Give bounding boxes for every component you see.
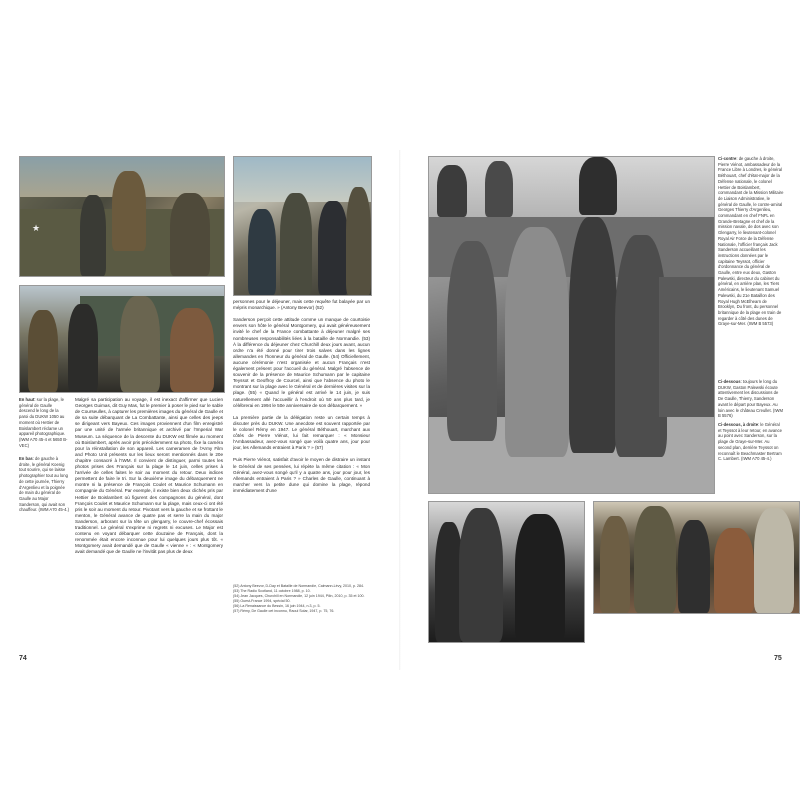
page-gutter: [399, 150, 401, 670]
white-star-icon: ★: [32, 223, 41, 233]
page-number-right: 75: [774, 655, 782, 662]
footnote: (57) Rémy, De Gaulle cet inconnu, Raoul Solar, 1947, p. 75, 76.: [233, 609, 335, 613]
footnote: (54) Jean Jacques, Churchill en Normandie, 12 juin 1944, Pilin, 2010, p. 35 et 100.: [233, 594, 365, 598]
footnote: (53) The Radio Scotland, 11 octobre 1988, p. 10.: [233, 589, 311, 593]
photo-de-gaulle-beach: [428, 156, 715, 494]
caption-bottom: En bas: de gauche à droite, le général Koenig tout sourire, qui se laisse photographier tout au long de cette journée, Thierry d'Argenlieu et la poignée de main du général de Gaulle au Major Sanderson, qui avait son chauffeur. (IWM A70 45-4.): [19, 456, 69, 513]
photo-officers-group: [233, 156, 372, 296]
caption-ci-contre: Ci-contre: de gauche à droite, Pierre Viénot, ambassadeur de la France Libre à Londres, le général Béthouart, chef d'état-major de la Défense nationale, le colonel Hettier de Boislambert, commandant de la Mission Militaire de Liaison Administrative, le général de Gaulle, le contre-amiral Georges Thierry d'Argenlieu, commandant en chef FNFL en Grande-Bretagne et chef de la mission navale, de dos avec son Glengarry, le lieutenant-colonel Royal Air Force de la Défense Nationale, l'officier français Jack Sanderson accueillant les instructions données par le capitaine Teyssot, officier d'ordonnance du général de Gaulle, entre eux deux, Gaston Palewski, directeur du cabinet du général, en arrière plan, les Tiers Américains, le lieutenant Samuel Palewski, du 21e Bataillon des Royal Hugh McElhearn de Brooklyn, Du front, du personnel britannique de la plage en train de regarder à côté des dunes de Graye-sur-Mer. (IWM B 5573): [718, 156, 784, 327]
caption-ci-dessous-droite: Ci-dessous, à droite: le Général et Teyssot à leur retour, en avance au point avec Sanderson, sur la plage de Graye-sur-Mer. Au second plan, derrière Teyssot on reconnaît le Beachmaster Bertram C. Lambert. (IWM A70 45-4.): [718, 422, 782, 462]
photo-dukw-descent: [19, 156, 225, 277]
footnote: (52) Antony Beevor, D-Day et Bataille de Normandie, Calmann-Lévy, 2010, p. 284.: [233, 584, 364, 588]
page-number-left: 74: [19, 655, 27, 662]
photo-palewski-dukw: [428, 501, 585, 643]
caption-ci-dessous: Ci-dessous: toujours le long du DUKW, Gaston Palewski écoute attentivement les discussions de De Gaulle, Thierry, Sanderson avant le départ pour Bayeux. Au loin avec le château Creullet. (IWM B 5576): [718, 379, 783, 419]
body-column-2: personnes pour le déjeuner, mais cette requête fut balayée par un mépris monarchique. » (Antony Beevor) (52) Sanderson perçoit cette attitude comme un manque de courtoisie envers son hôte le général Montgomery, qui avait généreusement invité le chef de la France combattante à déjeuner malgré ses nombreuses responsabilités liées à la bataille de Normandie. (53) À la différence du déjeuner chez Churchill deux jours avant, aucun ordre n'a été donné pour tirer trois salves dans les lignes allemandes en l'honneur du général de Gaulle. (54) Officiellement, aucune cérémonie n'est organisée et aucun Français n'est également présent pour l'accueil du général. Malgré l'absence de souvenir de la présence de Maurice Schumann par le capitaine Teyssot et Geoffroy de Courcel, ainsi que l'absence du photo le montrant sur la plage avec le Général et de dernières visites sur la plage. (55) « Quand le général est arrivé le 14 juin, je suis naturellement allé l'accueillir à l'endroit où 50 ans plus tard, je célébrerai en 1994 le 50e anniversaire de son débarquement. » La première partie de la délégation reste un certain temps à discuter près du DUKW. Une anecdote est souvent rapportée par le colonel Rémy en 1947. Le général Béthouart, marchant aux côtés de Pierre Viénot, lui fait remarquer : « Monsieur l'Ambassadeur, avez-vous songé que voilà quatre ans, jour pour jour, les Allemands entraient à Paris ? » (57) Puis Pierre Viénot, satisfait d'avoir le moyen de distraire un instant le Général de ses pensées, lui répète la même citation : « Mon Général, avez-vous songé qu'il y a quatre ans, jour pour jour, les Allemands entraient à Paris ? » Charles de Gaulle, continuant à marcher vers la petite dune qui domine la plage, répond immédiatement d'une: [233, 299, 370, 493]
footnote: (56) La Renaissance du Bessin, 16 juin 1944, n.3, p. 5.: [233, 604, 321, 608]
caption-top: En haut: sur la plage, le général de Gaulle descend le long de la paroi du DUKW 1050 au moment où Hettier de Boislambert réclame un appareil photographique. (IWM A70 45-4 et 5650 B-VEC): [19, 397, 68, 448]
footnote: (55) Ouest-France 1994, spécial 50.: [233, 599, 291, 603]
photo-handshake: [19, 285, 225, 393]
footnotes: [233, 584, 370, 614]
body-column-1: Malgré sa participation au voyage, il est inexact d'affirmer que Lucien Georges Guimas, dit Guy Mas, fut le premier à poser le pied sur le sable de Courseulles, à capturer les premières images du général de Gaulle et de sa suite débarquant de La Combattante, ainsi que celles des jeeps se dirigeant vers Bayeux. Ces images proviennent d'un film enregistré par une unité de l'armée britannique et archivé par l'Imperial War Museum. La séquence de la descente du DUKW est filmée au moment où Boislambert, après avoir pris précédemment sa photo, fixe la caméra pour la réinstallation de son appareil. Les cameramen de l'Army Film and Photo Unit présents sur les lieux seront mentionnés dans le 20e chapitre consacré à l'IWM. Il convient de distinguer, parmi toutes les photos prises des Français sur la plage le 14 juin, celles prises à l'arrivée de celles faites le soir au moment du retour. Deux indices permettent de faire le tri. Sur la deuxième image du débarquement ne montre ni la présence de François Coulet et Maurice Schumann en compagnie du Général. Par exemple, il existe bien deux clichés pris par Hettier de Boislambert où figurent des compagnons du général, dont François Coulet et Maurice Schumann sur la plage, mais ceux-ci ont été pris le soir au moment du retour. Pivotant vers la gauche et se frottant le menton, le Général avance de quatre pas et serre la main du major Sanderson, arborant sur la tête un glengarry, le couvre-chef écossais traditionnel. Le général s'exprime ni regrets ni excuses. Le Major est contenu en voyant débarquer cette douzaine de Français, dont la renommée était encore inconnue pour lui quelques jours plus tôt. « Montgomery avait demandé que de Gaulle « vienne » : « Montgomery avait demandé que de Gaulle ne l'invitât pas plus de deux: [75, 397, 223, 555]
photo-general-teyssot: [593, 501, 800, 614]
